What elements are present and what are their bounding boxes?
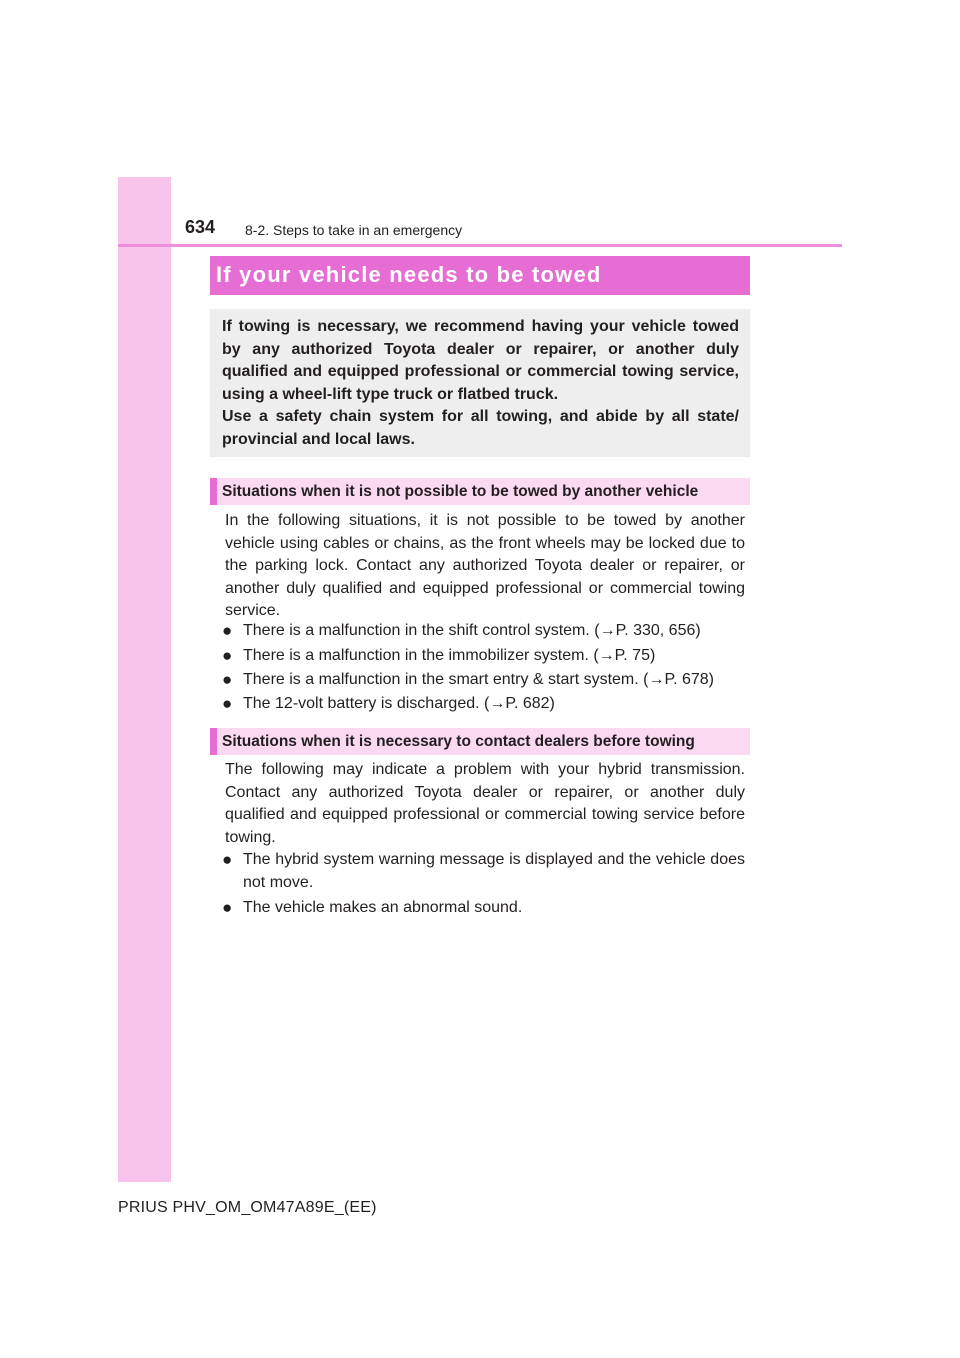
page-number: 634 [185, 217, 216, 237]
section1-body: In the following situations, it is not possible to be towed by another vehicle using cables or chains, as the front wheels may be locked due to the parking lock. Contact any authorized Toyota dealer or repairer, or another duly qualified and equipped professional or commercial towing service. [225, 512, 745, 619]
bullet-icon: ● [222, 670, 233, 689]
intro-paragraph-1: If towing is necessary, we recommend having your vehicle towed by any authorized Toyota dealer or repairer, or another duly qualified and equipped professional or commercial towing service, using a wheel-lift type truck or flatbed truck. [222, 318, 739, 403]
list-item: ● The hybrid system warning message is displayed and the vehicle does not move. [222, 850, 745, 891]
bullet-icon: ● [222, 621, 233, 640]
list-item: ● The 12-volt battery is discharged. (→P. 682) [222, 693, 745, 716]
footer-doc-id: PRIUS PHV_OM_OM47A89E_(EE) [118, 1199, 377, 1216]
list-item: ● The vehicle makes an abnormal sound. [222, 897, 745, 920]
bullet-icon: ● [222, 850, 233, 869]
header-rule [118, 244, 842, 247]
list-item: ● There is a malfunction in the shift control system. (→P. 330, 656) [222, 620, 745, 643]
intro-paragraph-2: Use a safety chain system for all towing, and abide by all state/ provincial and local laws. [222, 408, 739, 448]
list-item: ● There is a malfunction in the smart entry & start system. (→P. 678) [222, 669, 745, 692]
section1-heading: Situations when it is not possible to be towed by another vehicle [222, 483, 699, 500]
chapter-tab-sidebar [118, 177, 171, 1182]
page-title: If your vehicle needs to be towed [216, 262, 602, 287]
section2-body: The following may indicate a problem with your hybrid transmission. Contact any authorized Toyota dealer or repairer, or another duly qualified and equipped professional or commercial towing service before towing. [225, 761, 745, 846]
list-item: ● There is a malfunction in the immobilizer system. (→P. 75) [222, 645, 745, 668]
intro-text [222, 316, 739, 451]
section-name: 8-2. Steps to take in an emergency [245, 222, 463, 238]
bullet-icon: ● [222, 898, 233, 917]
section2-heading: Situations when it is necessary to contact dealers before towing [222, 733, 695, 750]
bullet-icon: ● [222, 694, 233, 713]
bullet-icon: ● [222, 646, 233, 665]
